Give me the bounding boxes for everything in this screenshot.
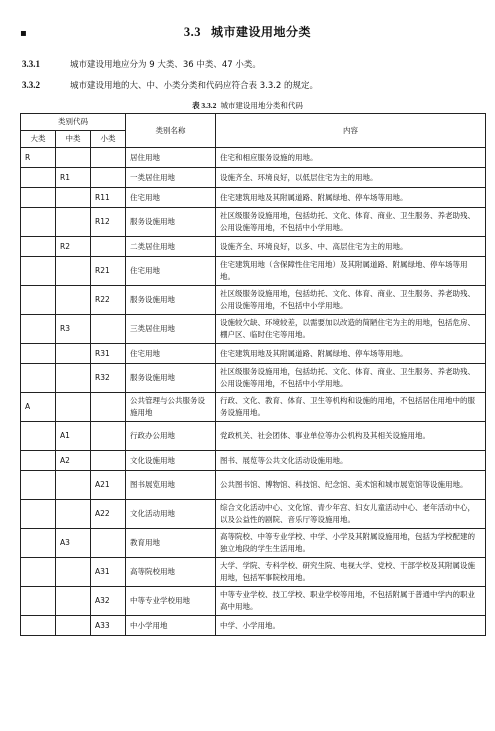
category-name-cell: 一类居住用地: [126, 168, 216, 188]
table-row: [21, 344, 486, 364]
medium-code-cell: [56, 471, 91, 500]
content-cell: 住宅建筑用地及其附属道路、附属绿地、停车场等用地。: [216, 344, 486, 364]
content-cell: 设施齐全、环境良好，以多、中、高层住宅为主的用地。: [216, 237, 486, 257]
major-code-cell: [21, 188, 56, 208]
bullet-mark: ▪: [20, 28, 27, 39]
content-cell: 社区级服务设施用地，包括幼托、文化、体育、商业、卫生服务、养老助残、公用设施等用地，不包括中小学用地。: [216, 286, 486, 315]
content-cell: 行政、文化、教育、体育、卫生等机构和设施的用地，不包括居住用地中的服务设施用地。: [216, 393, 486, 422]
table-row: [21, 188, 486, 208]
medium-code-cell: R1: [56, 168, 91, 188]
medium-code-cell: [56, 364, 91, 393]
major-code-cell: A: [21, 393, 56, 422]
medium-code-cell: [56, 148, 91, 168]
major-code-cell: [21, 500, 56, 529]
category-name-cell: 文化设施用地: [126, 451, 216, 471]
medium-code-cell: [56, 344, 91, 364]
table-row: [21, 500, 486, 529]
major-code-cell: [21, 558, 56, 587]
clause-3-3-2: [22, 79, 318, 91]
content-cell: 图书、展览等公共文化活动设施用地。: [216, 451, 486, 471]
minor-code-cell: A33: [91, 616, 126, 636]
category-name-cell: 高等院校用地: [126, 558, 216, 587]
medium-code-cell: A2: [56, 451, 91, 471]
content-cell: 公共图书馆、博物馆、科技馆、纪念馆、美术馆和城市展览馆等设施用地。: [216, 471, 486, 500]
major-code-cell: [21, 451, 56, 471]
category-name-cell: 二类居住用地: [126, 237, 216, 257]
clause-text: 城市建设用地的大、中、小类分类和代码应符合表 3.3.2 的规定。: [70, 81, 319, 91]
minor-code-cell: A22: [91, 500, 126, 529]
minor-code-cell: R22: [91, 286, 126, 315]
category-name-cell: 服务设施用地: [126, 208, 216, 237]
header-category-name: 类别名称: [126, 114, 216, 148]
clause-text: 城市建设用地应分为 9 大类、36 中类、47 小类。: [70, 60, 261, 70]
table-row: [21, 364, 486, 393]
category-name-cell: 服务设施用地: [126, 286, 216, 315]
content-cell: 综合文化活动中心、文化馆、青少年宫、妇女儿童活动中心、老年活动中心，以及公益性的剧院、音乐厅等设施用地。: [216, 500, 486, 529]
header-code-group: 类别代码: [21, 114, 126, 131]
medium-code-cell: [56, 587, 91, 616]
table-row: [21, 558, 486, 587]
content-cell: 设施较欠缺、环境较差，以需要加以改造的简陋住宅为主的用地，包括危房、棚户区、临时住宅等用地。: [216, 315, 486, 344]
table-row: [21, 393, 486, 422]
table-caption-number: 表 3.3.2: [192, 101, 217, 110]
content-cell: 中等专业学校、技工学校、职业学校等用地，不包括附属于普通中学内的职业高中用地。: [216, 587, 486, 616]
medium-code-cell: A1: [56, 422, 91, 451]
header-major-class: 大类: [21, 131, 56, 148]
minor-code-cell: R32: [91, 364, 126, 393]
minor-code-cell: R11: [91, 188, 126, 208]
minor-code-cell: A31: [91, 558, 126, 587]
content-cell: 社区级服务设施用地，包括幼托、文化、体育、商业、卫生服务、养老助残、公用设施等用地，不包括中小学用地。: [216, 364, 486, 393]
major-code-cell: [21, 208, 56, 237]
category-name-cell: 文化活动用地: [126, 500, 216, 529]
table-row: [21, 208, 486, 237]
minor-code-cell: R21: [91, 257, 126, 286]
major-code-cell: [21, 344, 56, 364]
category-name-cell: 服务设施用地: [126, 364, 216, 393]
content-cell: 高等院校、中等专业学校、中学、小学及其附属设施用地，包括为学校配建的独立地段的学生生活用地。: [216, 529, 486, 558]
major-code-cell: [21, 529, 56, 558]
medium-code-cell: [56, 208, 91, 237]
minor-code-cell: [91, 451, 126, 471]
major-code-cell: [21, 237, 56, 257]
medium-code-cell: [56, 188, 91, 208]
content-cell: 社区级服务设施用地，包括幼托、文化、体育、商业、卫生服务、养老助残、公用设施等用地，不包括中小学用地。: [216, 208, 486, 237]
medium-code-cell: [56, 500, 91, 529]
medium-code-cell: [56, 286, 91, 315]
major-code-cell: [21, 315, 56, 344]
content-cell: 设施齐全、环境良好，以低层住宅为主的用地。: [216, 168, 486, 188]
header-minor-class: 小类: [91, 131, 126, 148]
category-name-cell: 住宅用地: [126, 188, 216, 208]
medium-code-cell: [56, 558, 91, 587]
table-caption: [0, 100, 495, 111]
category-name-cell: 图书展览用地: [126, 471, 216, 500]
clause-number: 3.3.1: [22, 59, 40, 69]
major-code-cell: [21, 364, 56, 393]
header-medium-class: 中类: [56, 131, 91, 148]
table-row: [21, 148, 486, 168]
section-title: 城市建设用地分类: [211, 25, 312, 39]
category-name-cell: 居住用地: [126, 148, 216, 168]
minor-code-cell: [91, 393, 126, 422]
category-name-cell: 中等专业学校用地: [126, 587, 216, 616]
minor-code-cell: A32: [91, 587, 126, 616]
table-row: [21, 168, 486, 188]
major-code-cell: [21, 257, 56, 286]
minor-code-cell: A21: [91, 471, 126, 500]
content-cell: 大学、学院、专科学校、研究生院、电视大学、党校、干部学校及其附属设施用地，包括军事院校用地。: [216, 558, 486, 587]
table-row: [21, 471, 486, 500]
medium-code-cell: A3: [56, 529, 91, 558]
category-name-cell: 住宅用地: [126, 344, 216, 364]
major-code-cell: [21, 286, 56, 315]
medium-code-cell: [56, 616, 91, 636]
medium-code-cell: R2: [56, 237, 91, 257]
content-cell: 党政机关、社会团体、事业单位等办公机构及其相关设施用地。: [216, 422, 486, 451]
content-cell: 中学、小学用地。: [216, 616, 486, 636]
major-code-cell: [21, 422, 56, 451]
category-name-cell: 教育用地: [126, 529, 216, 558]
table-caption-text: 城市建设用地分类和代码: [220, 101, 303, 110]
medium-code-cell: [56, 393, 91, 422]
table-row: [21, 315, 486, 344]
header-content: 内容: [216, 114, 486, 148]
major-code-cell: [21, 168, 56, 188]
clause-3-3-1: [22, 58, 261, 70]
land-use-classification-table: [20, 113, 486, 636]
section-heading: [0, 23, 495, 40]
content-cell: 住宅建筑用地（含保障性住宅用地）及其附属道路、附属绿地、停车场等用地。: [216, 257, 486, 286]
minor-code-cell: R12: [91, 208, 126, 237]
minor-code-cell: [91, 529, 126, 558]
table-row: [21, 237, 486, 257]
table-row: [21, 286, 486, 315]
table-body: [21, 148, 486, 636]
major-code-cell: [21, 587, 56, 616]
table-row: [21, 587, 486, 616]
minor-code-cell: [91, 148, 126, 168]
category-name-cell: 行政办公用地: [126, 422, 216, 451]
table-row: [21, 529, 486, 558]
clause-number: 3.3.2: [22, 80, 40, 90]
table-row: [21, 257, 486, 286]
medium-code-cell: R3: [56, 315, 91, 344]
table-row: [21, 422, 486, 451]
table-row: [21, 451, 486, 471]
major-code-cell: R: [21, 148, 56, 168]
content-cell: 住宅和相应服务设施的用地。: [216, 148, 486, 168]
category-name-cell: 三类居住用地: [126, 315, 216, 344]
content-cell: 住宅建筑用地及其附属道路、附属绿地、停车场等用地。: [216, 188, 486, 208]
minor-code-cell: [91, 422, 126, 451]
minor-code-cell: R31: [91, 344, 126, 364]
section-number: 3.3: [183, 25, 202, 39]
minor-code-cell: [91, 315, 126, 344]
category-name-cell: 住宅用地: [126, 257, 216, 286]
category-name-cell: 中小学用地: [126, 616, 216, 636]
minor-code-cell: [91, 168, 126, 188]
medium-code-cell: [56, 257, 91, 286]
table-row: [21, 616, 486, 636]
minor-code-cell: [91, 237, 126, 257]
major-code-cell: [21, 616, 56, 636]
major-code-cell: [21, 471, 56, 500]
category-name-cell: 公共管理与公共服务设施用地: [126, 393, 216, 422]
